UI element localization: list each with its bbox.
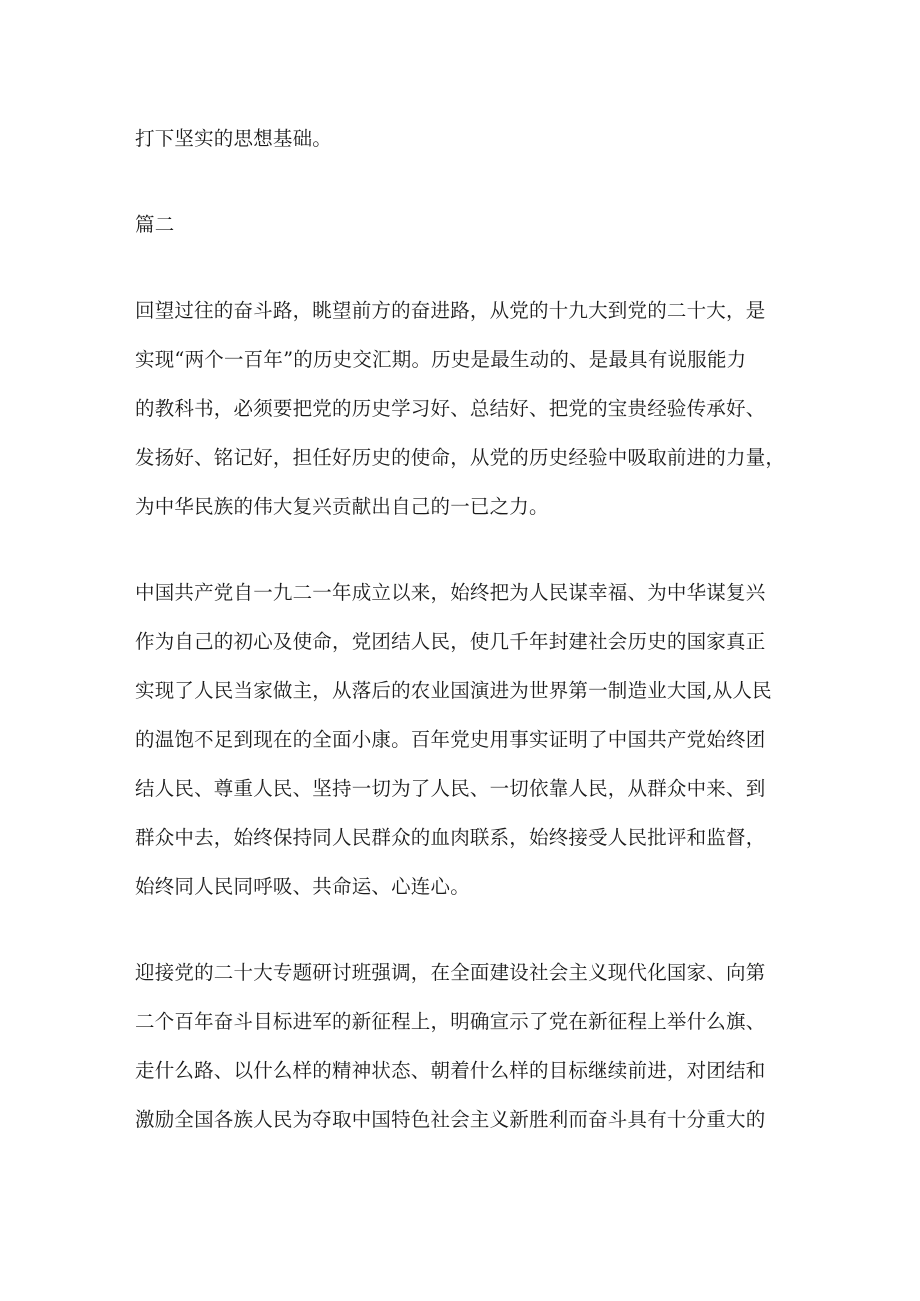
- paragraph-line: 结人民、尊重人民、坚持一切为了人民、一切依靠人民，从群众中来、到: [135, 777, 766, 800]
- paragraph-line: 的教科书，必须要把党的历史学习好、总结好、把党的宝贵经验传承好、: [135, 397, 766, 420]
- paragraph-line: 群众中去，始终保持同人民群众的血肉联系，始终接受人民批评和监督，: [135, 826, 766, 849]
- paragraph-line: 回望过往的奋斗路，眺望前方的奋进路，从党的十九大到党的二十大，是: [135, 299, 766, 322]
- paragraph-line: 实现“两个一百年”的历史交汇期。历史是最生动的、是最具有说服能力: [135, 348, 747, 371]
- paragraph-line: 激励全国各族人民为夺取中国特色社会主义新胜利而奋斗具有十分重大的: [135, 1108, 766, 1131]
- paragraph-line: 始终同人民同呼吸、共命运、心连心。: [135, 875, 470, 898]
- paragraph-line: 实现了人民当家做主，从落后的农业国演进为世界第一制造业大国,从人民: [135, 679, 772, 702]
- paragraph-line: 中国共产党自一九二一年成立以来，始终把为人民谋幸福、为中华谋复兴: [135, 581, 766, 604]
- paragraph-line: 的温饱不足到现在的全面小康。百年党史用事实证明了中国共产党始终团: [135, 728, 766, 751]
- intro-tail-line: 打下坚实的思想基础。: [135, 127, 333, 150]
- section-heading: 篇二: [135, 213, 175, 236]
- paragraph-line: 发扬好、铭记好，担任好历史的使命，从党的历史经验中吸取前进的力量，: [135, 446, 786, 469]
- paragraph-line: 为中华民族的伟大复兴贡献出自己的一已之力。: [135, 495, 549, 518]
- paragraph-line: 作为自己的初心及使命，党团结人民，使几千年封建社会历史的国家真正: [135, 630, 766, 653]
- paragraph-line: 二个百年奋斗目标进军的新征程上，明确宣示了党在新征程上举什么旗、: [135, 1010, 766, 1033]
- paragraph-line: 迎接党的二十大专题研讨班强调，在全面建设社会主义现代化国家、向第: [135, 961, 766, 984]
- paragraph-line: 走什么路、以什么样的精神状态、朝着什么样的目标继续前进，对团结和: [135, 1059, 766, 1082]
